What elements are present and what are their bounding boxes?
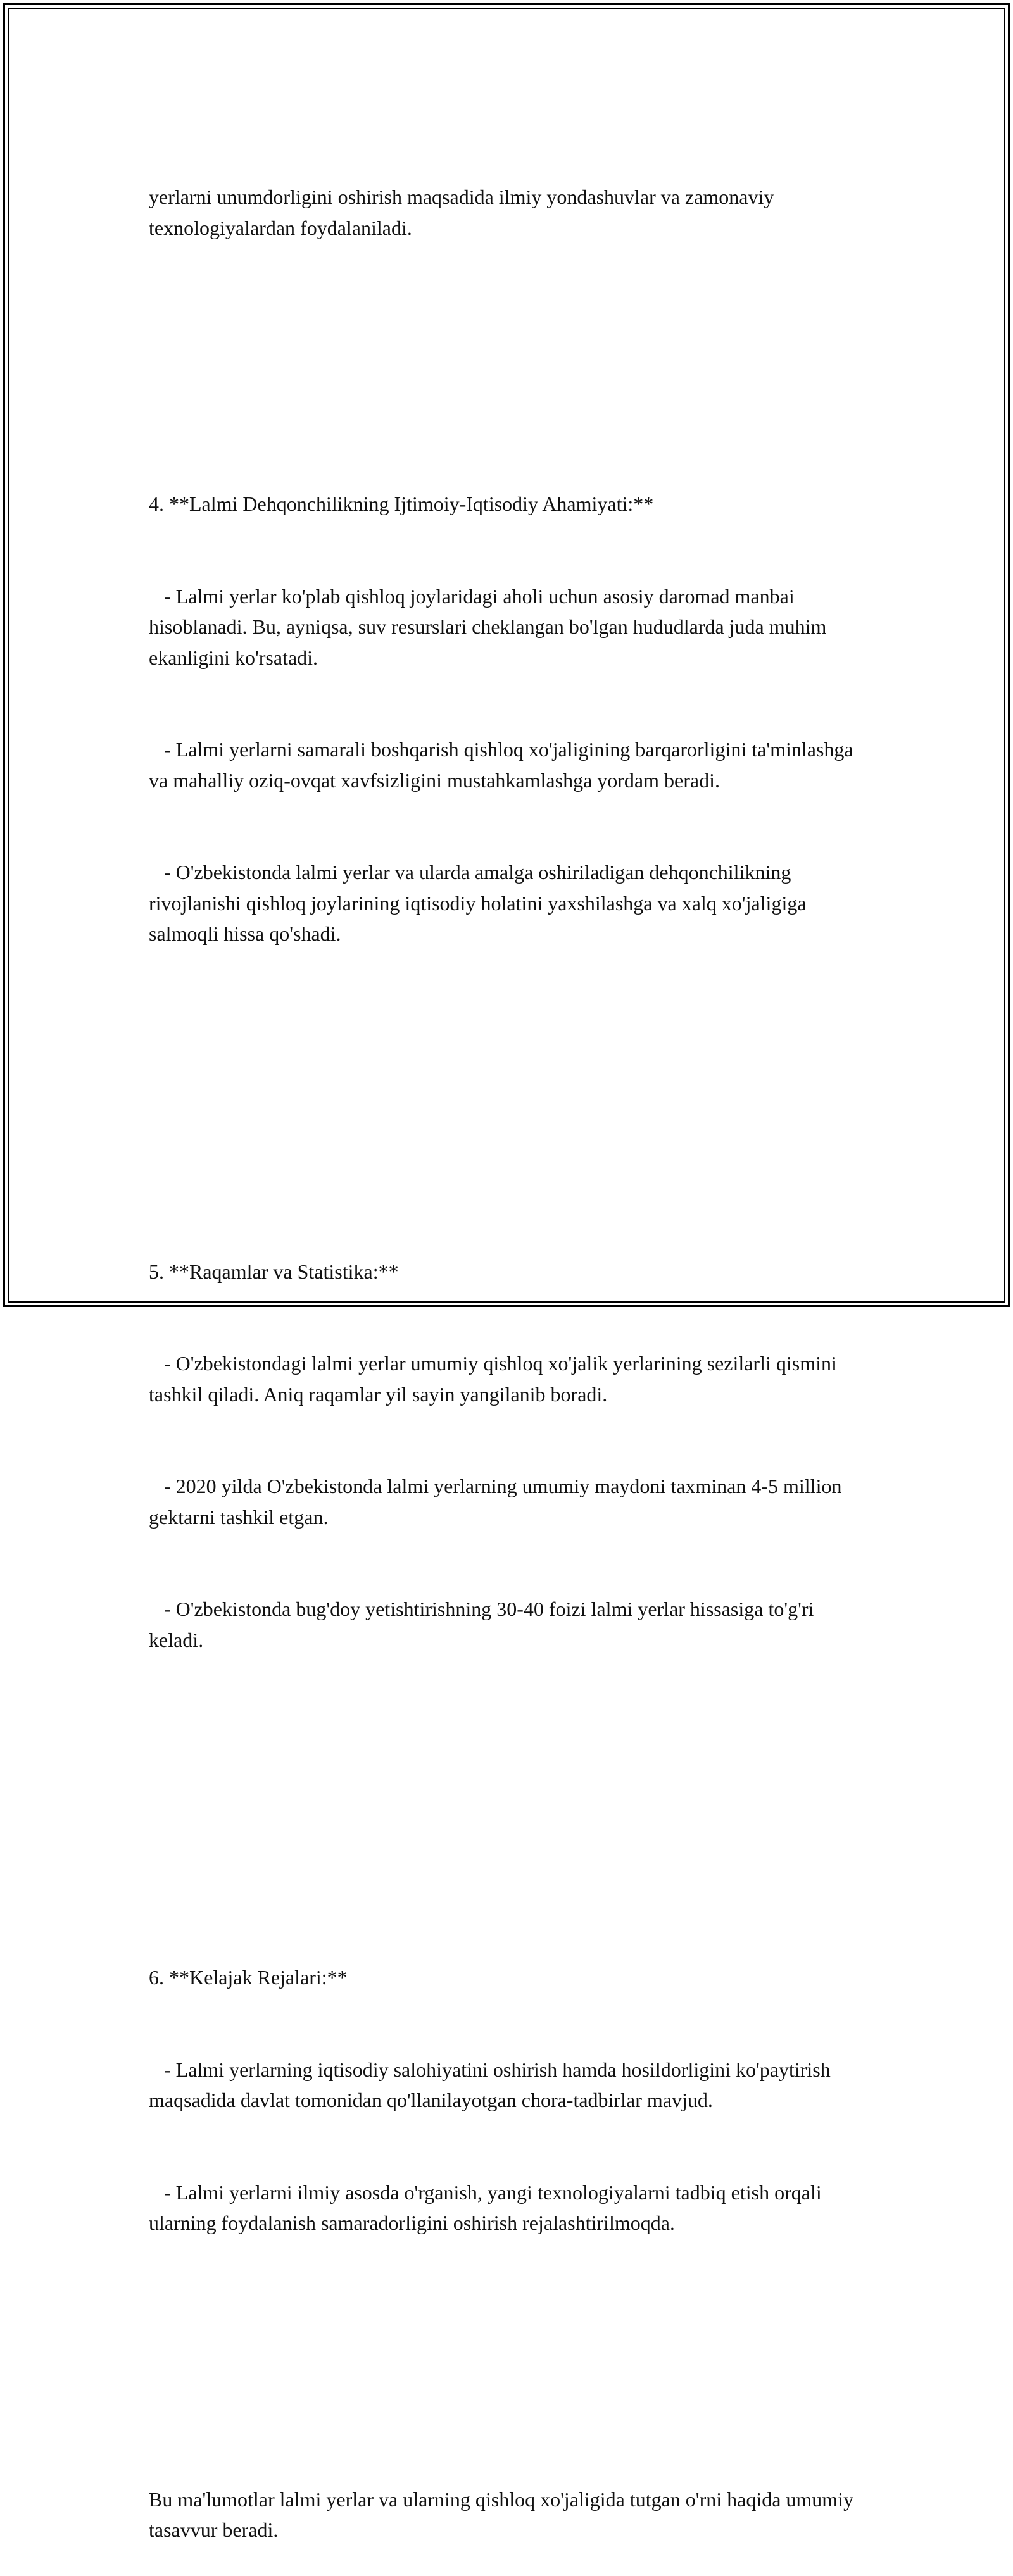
section-heading: 4. **Lalmi Dehqonchilikning Ijtimoiy-Iqtisodiy Ahamiyati:** xyxy=(149,492,654,515)
list-item: - Lalmi yerlarni samarali boshqarish qishloq xo'jaligining barqarorligini ta'minlashga va mahalliy oziq-ovqat xavfsizligini mustahkamlashga yordam beradi. xyxy=(149,738,859,792)
section-heading: 6. **Kelajak Rejalari:** xyxy=(149,1966,348,1989)
closing-paragraph: Bu ma'lumotlar lalmi yerlar va ularning qishloq xo'jaligida tutgan o'rni haqida umumiy tasavvur beradi. xyxy=(149,2487,859,2541)
list-item: - O'zbekistonda lalmi yerlar va ularda amalga oshiriladigan dehqonchilikning rivojlanishi qishloq joylarining iqtisodiy holatini yaxshilashga va xalq xo'jaligiga salmoqli hissa qo'shadi. xyxy=(149,861,812,945)
list-item: - O'zbekistonda bug'doy yetishtirishning 30-40 foizi lalmi yerlar hissasiga to'g'ri keladi. xyxy=(149,1597,819,1651)
section-social-economic xyxy=(149,427,871,1011)
list-item: - Lalmi yerlar ko'plab qishloq joylaridagi aholi uchun asosiy daromad manbai hisoblanadi. Bu, ayniqsa, suv resurslari cheklangan bo'lgan hududlarda juda muhim ekanligini ko'rsatadi. xyxy=(149,584,832,669)
document-body xyxy=(149,120,871,2576)
intro-continuation: yerlarni unumdorligini oshirish maqsadida ilmiy yondashuvlar va zamonaviy texnologiyalardan foydalaniladi. xyxy=(149,185,779,239)
list-item: - Lalmi yerlarning iqtisodiy salohiyatini oshirish hamda hosildorligini ko'paytirish maqsadida davlat tomonidan qo'llanilayotgan chora-tadbirlar mavjud. xyxy=(149,2058,836,2111)
section-heading: 5. **Raqamlar va Statistika:** xyxy=(149,1260,399,1283)
list-item: - O'zbekistondagi lalmi yerlar umumiy qishloq xo'jalik yerlarining sezilarli qismini tashkil qiladi. Aniq raqamlar yil sayin yangilanib boradi. xyxy=(149,1352,842,1406)
list-item: - Lalmi yerlarni ilmiy asosda o'rganish, yangi texnologiyalarni tadbiq etish orqali ularning foydalanish samaradorligini oshirish rejalashtirilmoqda. xyxy=(149,2180,827,2234)
section-statistics xyxy=(149,1195,871,1717)
list-item: - 2020 yilda O'zbekistonda lalmi yerlarning umumiy maydoni taxminan 4-5 million gektarni tashkil etgan. xyxy=(149,1475,847,1529)
section-future-plans xyxy=(149,1901,871,2300)
